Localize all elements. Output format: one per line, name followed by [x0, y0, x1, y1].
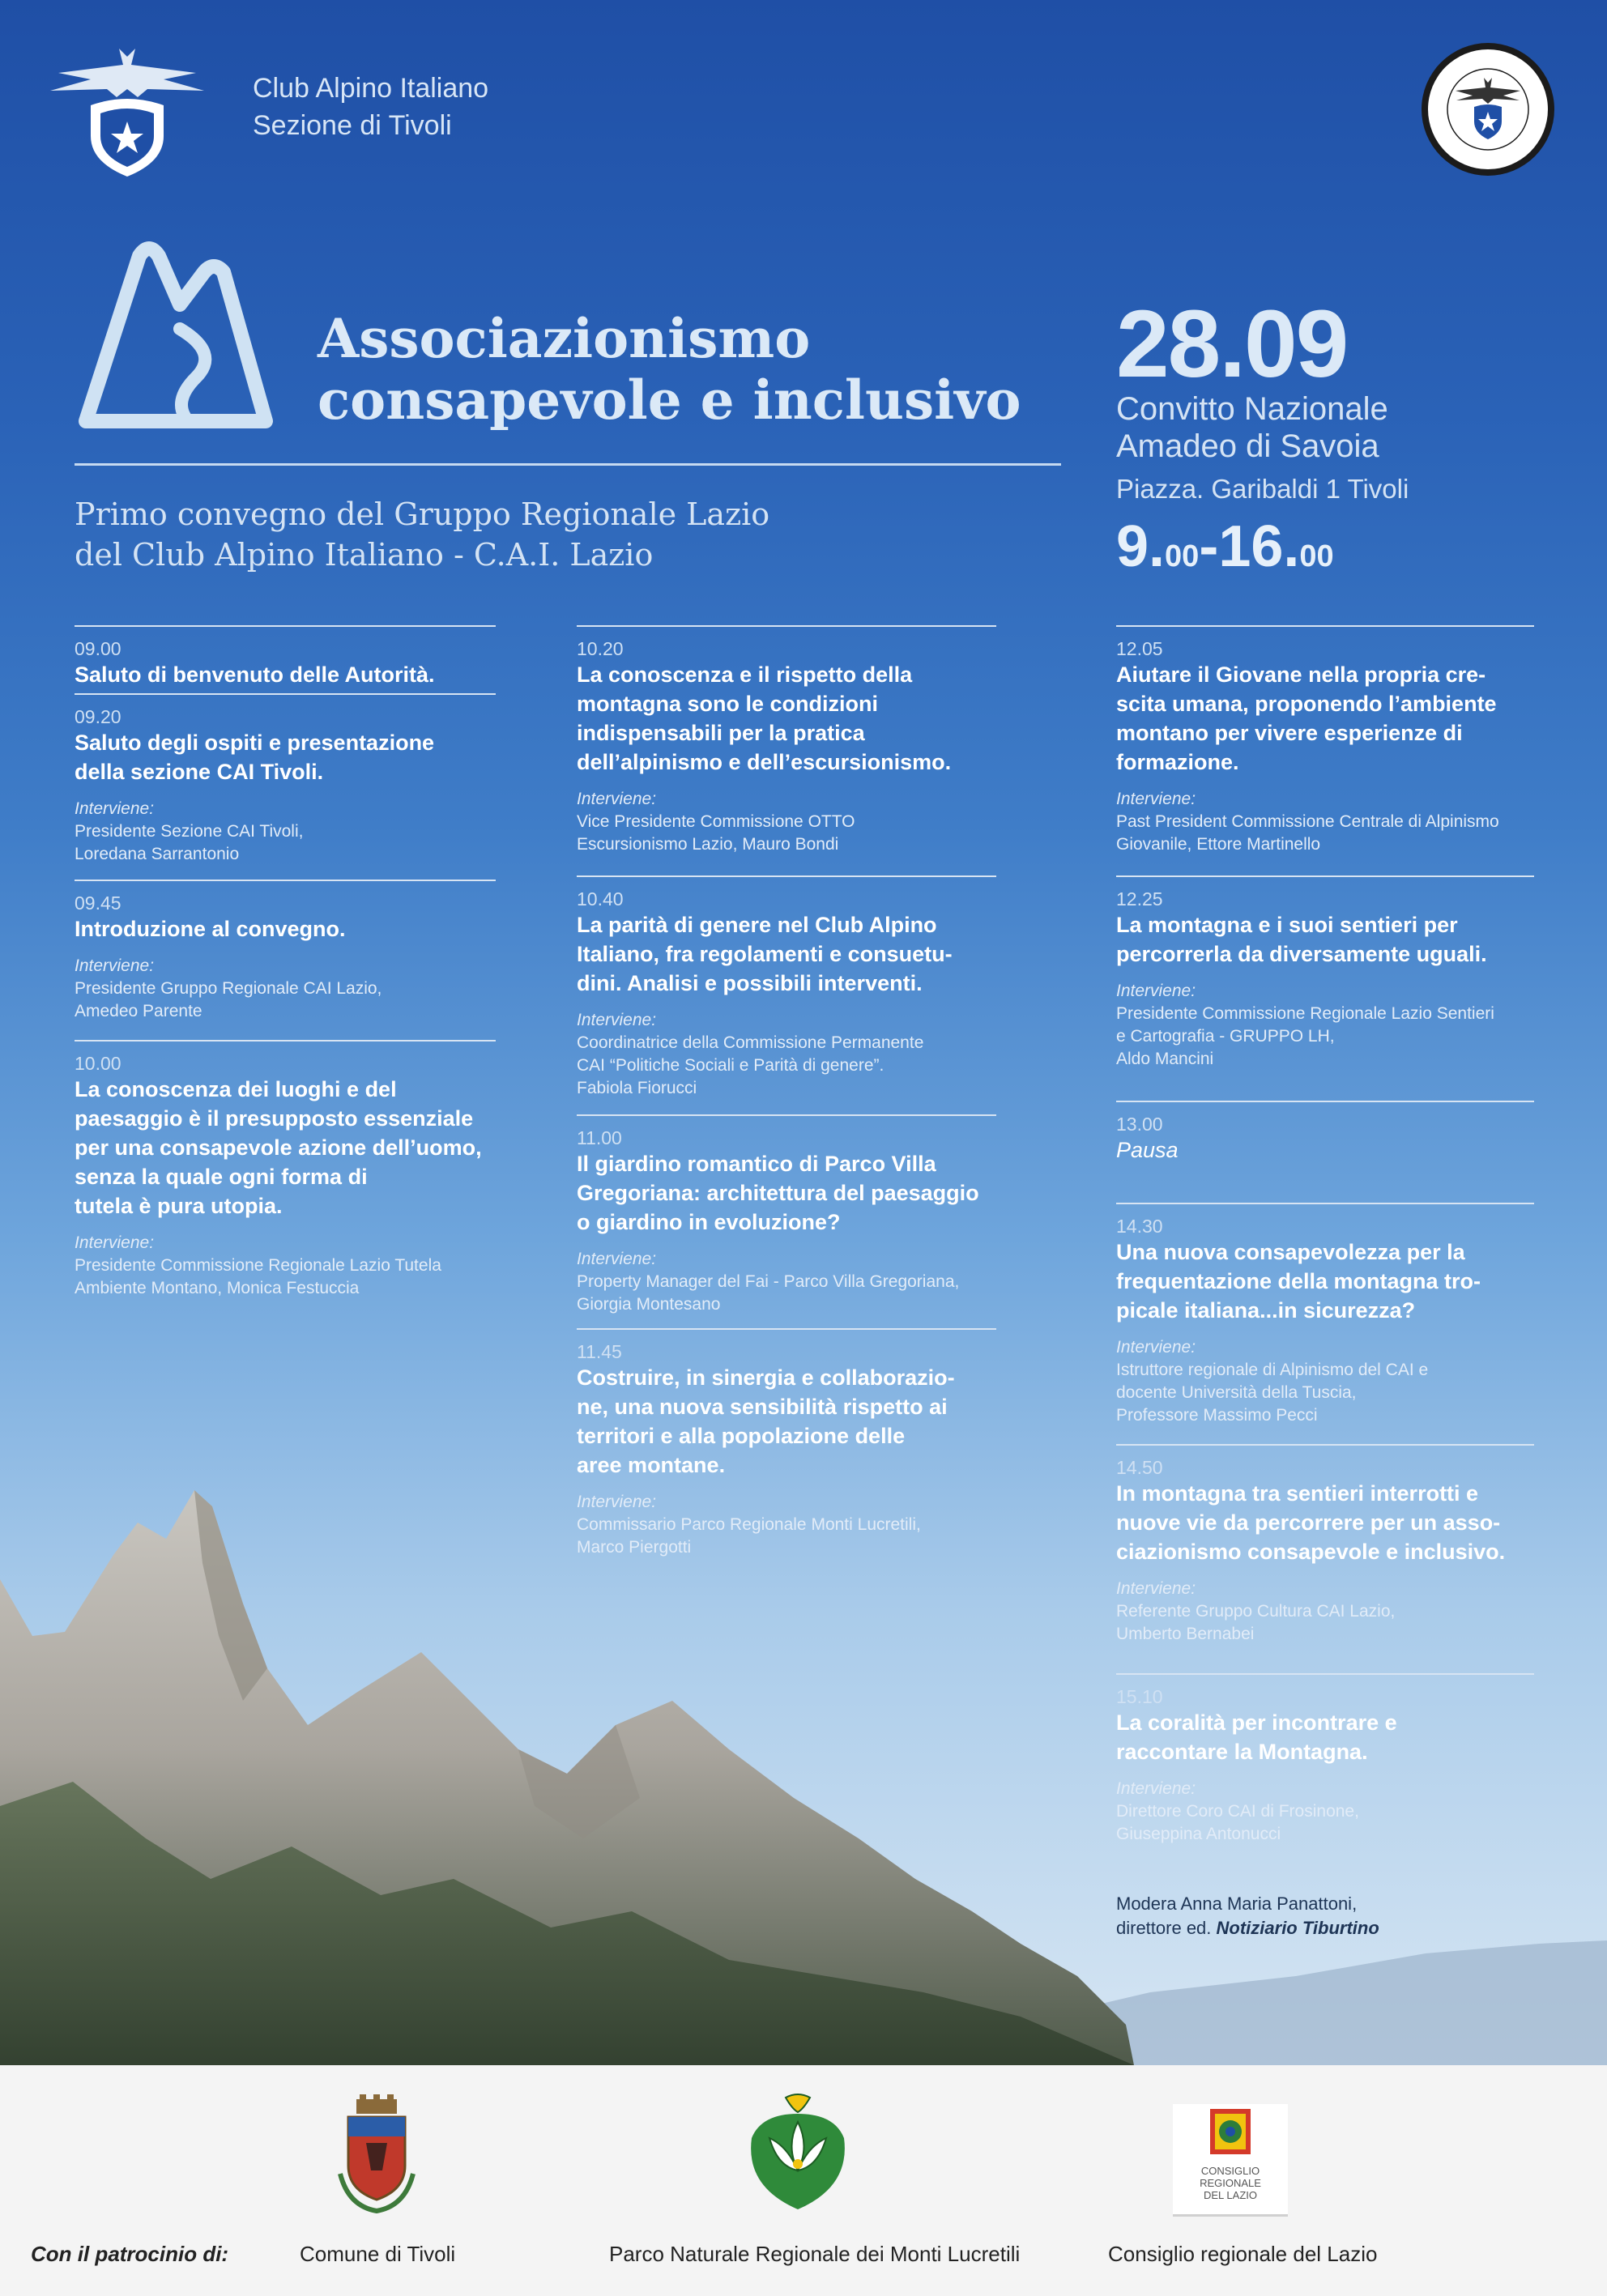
programme-item	[1116, 1101, 1534, 1165]
consiglio-logo-line-3: DEL LAZIO	[1204, 2189, 1257, 2201]
speaker-line: Referente Gruppo Cultura CAI Lazio,	[1116, 1602, 1396, 1621]
club-line-1: Club Alpino Italiano	[253, 73, 489, 104]
event-venue	[1116, 390, 1388, 465]
speaker-line: Fabiola Fiorucci	[577, 1079, 697, 1097]
programme-item	[75, 1040, 496, 1300]
speaker-label: Interviene:	[1116, 1579, 1196, 1598]
programme-title-line: Italiano, fra regolamenti e consuetu-	[577, 942, 953, 966]
speaker-line: Aldo Mancini	[1116, 1050, 1214, 1068]
programme-title-line: paesaggio è il presupposto essenziale	[75, 1106, 474, 1131]
programme-time: 09.45	[75, 892, 121, 914]
programme-item	[75, 693, 496, 866]
speaker-line: Loredana Sarrantonio	[75, 845, 240, 863]
programme-title-line: montano per vivere esperienze di	[1116, 721, 1463, 745]
programme-title-line: La coralità per incontrare e	[1116, 1710, 1397, 1735]
trail-emblem-icon	[75, 240, 277, 431]
programme-time: 14.30	[1116, 1216, 1163, 1237]
speaker-line: Presidente Sezione CAI Tivoli,	[75, 822, 304, 841]
speaker-line: Direttore Coro CAI di Frosinone,	[1116, 1802, 1359, 1821]
club-line-2: Sezione di Tivoli	[253, 110, 452, 141]
programme-time: 11.45	[577, 1341, 622, 1362]
speaker-label: Interviene:	[577, 790, 657, 808]
venue-line-1: Convitto Nazionale	[1116, 391, 1388, 427]
start-minutes: 00	[1165, 539, 1200, 573]
programme-title-line: picale italiana...in sicurezza?	[1116, 1298, 1416, 1323]
speaker-line: Istruttore regionale di Alpinismo del CAI e	[1116, 1361, 1429, 1379]
consiglio-regionale-logo	[1173, 2104, 1288, 2217]
speaker-label: Interviene:	[577, 1011, 657, 1029]
programme-title-line: Costruire, in sinergia e collaborazio-	[577, 1365, 955, 1390]
sponsor-comune-tivoli: Comune di Tivoli	[300, 2242, 456, 2266]
venue-line-2: Amadeo di Savoia	[1116, 428, 1379, 464]
title-line-2: consapevole e inclusivo	[318, 368, 1021, 432]
speaker-line: Presidente Commissione Regionale Lazio Sentieri	[1116, 1004, 1494, 1023]
speaker-label: Interviene:	[577, 1493, 657, 1511]
programme-title-line: frequentazione della montagna tro-	[1116, 1269, 1481, 1293]
speaker-label: Interviene:	[75, 799, 155, 818]
programme-title-line: La montagna e i suoi sentieri per	[1116, 913, 1458, 937]
programme-item	[1116, 1203, 1534, 1427]
consiglio-logo-line-2: REGIONALE	[1200, 2177, 1261, 2189]
speaker-label: Interviene:	[1116, 1338, 1196, 1357]
programme-title-line: Introduzione al convegno.	[75, 917, 346, 941]
speaker-label: Interviene:	[75, 956, 155, 975]
speaker-line: Giorgia Montesano	[577, 1295, 721, 1314]
event-hours	[1116, 510, 1334, 593]
sponsor-consiglio-regionale: Consiglio regionale del Lazio	[1108, 2242, 1378, 2266]
programme-title-line: territori e alla popolazione delle	[577, 1424, 906, 1448]
programme-title-line: Gregoriana: architettura del paesaggio	[577, 1181, 979, 1205]
speaker-line: Presidente Commissione Regionale Lazio Tutela	[75, 1256, 441, 1275]
programme-title-line: La conoscenza e il rispetto della	[577, 662, 913, 687]
speaker-line: Property Manager del Fai - Parco Villa Gregoriana,	[577, 1272, 960, 1291]
consiglio-emblem-icon	[1173, 2104, 1288, 2161]
programme-title-line: Saluto di benvenuto delle Autorità.	[75, 662, 435, 687]
programme-time: 15.10	[1116, 1686, 1163, 1707]
time-dash: -	[1199, 514, 1219, 579]
subtitle-line-2: del Club Alpino Italiano - C.A.I. Lazio	[75, 537, 654, 573]
programme-title-line: percorrerla da diversamente uguali.	[1116, 942, 1487, 966]
event-subtitle	[75, 494, 769, 575]
programme-item	[1116, 1444, 1534, 1646]
programme-title-line: Una nuova consapevolezza per la	[1116, 1240, 1465, 1264]
speaker-line: Ambiente Montano, Monica Festuccia	[75, 1279, 360, 1297]
programme-time: 10.40	[577, 888, 624, 909]
programme-item	[577, 1114, 996, 1316]
speaker-line: Giovanile, Ettore Martinello	[1116, 835, 1321, 854]
event-title	[318, 308, 1021, 431]
programme-item	[75, 625, 496, 689]
speaker-line: Escursionismo Lazio, Mauro Bondi	[577, 835, 839, 854]
speaker-label: Interviene:	[1116, 982, 1196, 1000]
moderator-role: direttore ed.	[1116, 1918, 1217, 1938]
programme-title-line: Il giardino romantico di Parco Villa	[577, 1152, 936, 1176]
speaker-line: Coordinatrice della Commissione Permanente	[577, 1033, 924, 1052]
speaker-line: Giuseppina Antonucci	[1116, 1825, 1281, 1843]
programme-item	[75, 880, 496, 1023]
programme-title-line: della sezione CAI Tivoli.	[75, 760, 324, 784]
speaker-line: Amedeo Parente	[75, 1002, 202, 1020]
programme-title-line: La conoscenza dei luoghi e del	[75, 1077, 397, 1101]
speaker-line: CAI “Politiche Sociali e Parità di genere”.	[577, 1056, 884, 1075]
speaker-line: Presidente Gruppo Regionale CAI Lazio,	[75, 979, 382, 998]
title-line-1: Associazionismo	[318, 307, 811, 370]
programme-time: 09.20	[75, 706, 121, 727]
programme-title-line: ne, una nuova sensibilità rispetto ai	[577, 1395, 948, 1419]
programme-item	[1116, 875, 1534, 1071]
programme-item	[1116, 625, 1534, 856]
programme-title-line: tutela è pura utopia.	[75, 1194, 283, 1218]
programme-title-line: o giardino in evoluzione?	[577, 1210, 841, 1234]
programme-time: 13.00	[1116, 1114, 1163, 1135]
programme-title-line: Saluto degli ospiti e presentazione	[75, 731, 435, 755]
club-name	[253, 70, 488, 144]
patronage-label: Con il patrocinio di:	[31, 2242, 229, 2266]
speaker-line: Marco Piergotti	[577, 1538, 692, 1557]
speaker-label: Interviene:	[75, 1233, 155, 1252]
programme-title-line: indispensabili per la pratica	[577, 721, 865, 745]
speaker-line: Past President Commissione Centrale di Alpinismo	[1116, 812, 1499, 831]
programme-time: 12.25	[1116, 888, 1163, 909]
sponsor-parco-lucretili: Parco Naturale Regionale dei Monti Lucretili	[609, 2242, 1021, 2266]
end-hour: 16.	[1218, 514, 1300, 579]
programme-title-line: raccontare la Montagna.	[1116, 1740, 1368, 1764]
programme-time: 11.00	[577, 1127, 622, 1148]
programme-title-line: In montagna tra sentieri interrotti e	[1116, 1481, 1479, 1506]
start-hour: 9.	[1116, 514, 1166, 579]
programme-item	[577, 875, 996, 1100]
moderator-line-2	[1116, 1916, 1379, 1940]
consiglio-logo-line-1: CONSIGLIO	[1200, 2165, 1260, 2177]
consiglio-logo-text	[1173, 2165, 1288, 2201]
programme-title-line: per una consapevole azione dell’uomo,	[75, 1135, 482, 1160]
moderator-publication: Notiziario Tiburtino	[1216, 1918, 1379, 1938]
speaker-line: Professore Massimo Pecci	[1116, 1406, 1318, 1425]
programme-item	[1116, 1673, 1534, 1846]
programme-time: 14.50	[1116, 1457, 1163, 1478]
speaker-label: Interviene:	[1116, 790, 1196, 808]
speaker-line: Umberto Bernabei	[1116, 1625, 1255, 1643]
speaker-line: docente Università della Tuscia,	[1116, 1383, 1357, 1402]
event-address: Piazza. Garibaldi 1 Tivoli	[1116, 474, 1409, 504]
programme-item	[577, 1328, 996, 1559]
programme-title-line: ciazionismo consapevole e inclusivo.	[1116, 1540, 1506, 1564]
programme-title-line: aree montane.	[577, 1453, 726, 1477]
comune-tivoli-crest	[324, 2093, 429, 2214]
speaker-line: Vice Presidente Commissione OTTO	[577, 812, 855, 831]
speaker-label: Interviene:	[1116, 1779, 1196, 1798]
programme-title-line: nuove vie da percorrere per un asso-	[1116, 1510, 1501, 1535]
moderator-note	[1116, 1892, 1379, 1940]
programme-time: 10.00	[75, 1053, 121, 1074]
parco-lucretili-logo	[737, 2089, 859, 2215]
programme-title-line: senza la quale ogni forma di	[75, 1165, 368, 1189]
programme-time: 09.00	[75, 638, 121, 659]
programme-title-line: La parità di genere nel Club Alpino	[577, 913, 937, 937]
speaker-line: Commissario Parco Regionale Monti Lucretili,	[577, 1515, 921, 1534]
programme-time: 12.05	[1116, 638, 1163, 659]
programme-title-line: dini. Analisi e possibili interventi.	[577, 971, 923, 995]
subtitle-line-1: Primo convegno del Gruppo Regionale Lazio	[75, 496, 770, 532]
programme-title-line: montagna sono le condizioni	[577, 692, 879, 716]
title-divider	[75, 463, 1061, 466]
programme-item	[577, 625, 996, 856]
regional-group-logo	[1419, 40, 1557, 178]
speaker-line: e Cartografia - GRUPPO LH,	[1116, 1027, 1335, 1046]
end-minutes: 00	[1299, 539, 1334, 573]
event-date: 28.09	[1116, 291, 1348, 398]
programme-title-line: Aiutare il Giovane nella propria cre-	[1116, 662, 1486, 687]
programme-title-line: scita umana, proponendo l’ambiente	[1116, 692, 1497, 716]
programme-title-line: dell’alpinismo e dell’escursionismo.	[577, 750, 952, 774]
programme-time: 10.20	[577, 638, 624, 659]
programme-pause: Pausa	[1116, 1138, 1179, 1162]
speaker-label: Interviene:	[577, 1250, 657, 1268]
cai-eagle-logo	[42, 40, 212, 178]
programme-title-line: formazione.	[1116, 750, 1239, 774]
moderator-line-1: Modera Anna Maria Panattoni,	[1116, 1893, 1358, 1914]
